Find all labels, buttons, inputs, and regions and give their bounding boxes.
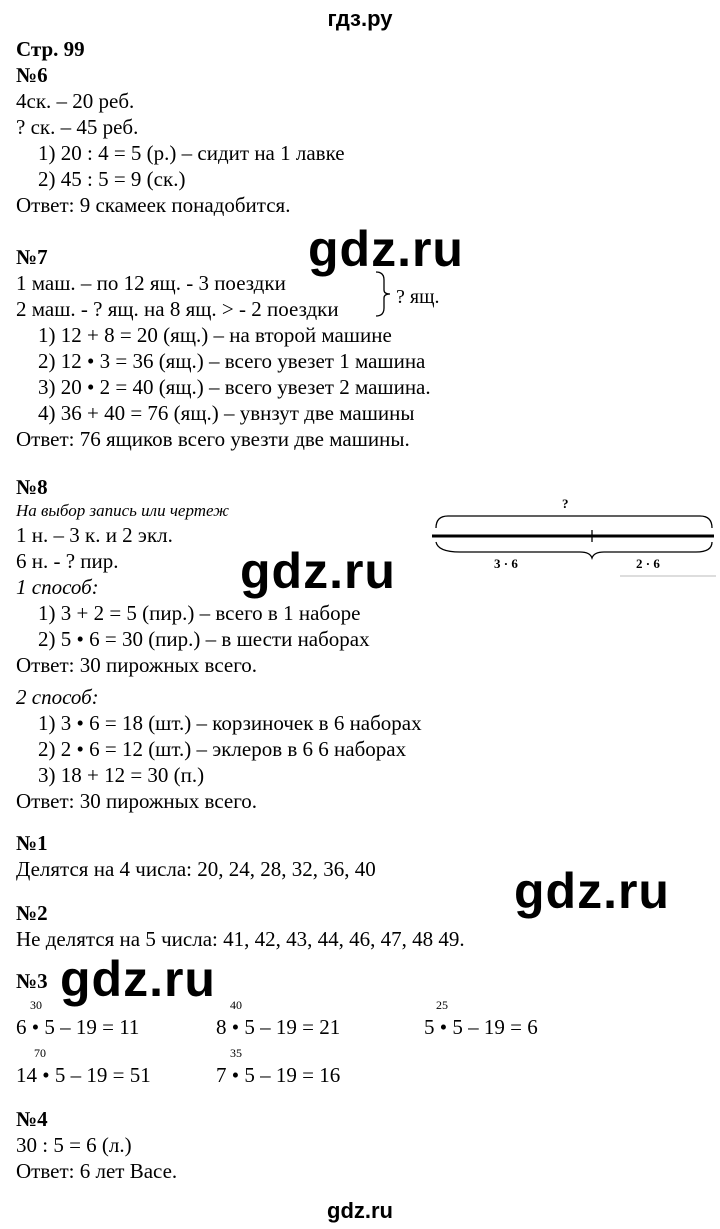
task-7-title: №7 xyxy=(16,245,48,269)
task-8-answer: Ответ: 30 пирожных всего. xyxy=(16,789,258,813)
equation-hint: 35 xyxy=(230,1046,242,1060)
task-8-step: 2) 2 • 6 = 12 (шт.) – эклеров в 6 6 наборах xyxy=(38,737,407,761)
site-header: гдз.ру xyxy=(327,6,393,31)
task-1-title: №1 xyxy=(16,831,48,855)
task-7-step: 1) 12 + 8 = 20 (ящ.) – на второй машине xyxy=(38,323,392,347)
task-6-line: 4ск. – 20 реб. xyxy=(16,89,135,113)
task-8-cond: 1 н. – 3 к. и 2 экл. xyxy=(16,523,173,547)
task-7-cond: 1 маш. – по 12 ящ. - 3 поездки xyxy=(16,271,286,295)
task-8-way2: 2 способ: xyxy=(16,685,99,709)
task-4-title: №4 xyxy=(16,1107,48,1131)
task-8-cond: 6 н. - ? пир. xyxy=(16,549,119,573)
watermark: gdz.ru xyxy=(308,221,464,277)
task-3-title: №3 xyxy=(16,969,48,993)
task-8-step: 2) 5 • 6 = 30 (пир.) – в шести наборах xyxy=(38,627,370,651)
watermark: gdz.ru xyxy=(60,951,216,1007)
task-2-text: Не делятся на 5 числа: 41, 42, 43, 44, 46, 47, 48 49. xyxy=(16,927,465,951)
equation-hint: 25 xyxy=(436,998,448,1012)
equation: 6 • 5 – 19 = 11 xyxy=(16,1015,140,1039)
diagram-right-label: 2 · 6 xyxy=(636,556,660,571)
task-8-step: 3) 18 + 12 = 30 (п.) xyxy=(38,763,205,787)
task-1-text: Делятся на 4 числа: 20, 24, 28, 32, 36, 40 xyxy=(16,857,376,881)
task-7-cond: 2 маш. - ? ящ. на 8 ящ. > - 2 поездки xyxy=(16,297,339,321)
task-8-note: На выбор запись или чертеж xyxy=(16,501,229,520)
segment-diagram xyxy=(430,494,716,578)
equation: 8 • 5 – 19 = 21 xyxy=(216,1015,341,1039)
watermark: gdz.ru xyxy=(240,543,396,599)
equation: 7 • 5 – 19 = 16 xyxy=(216,1063,341,1087)
diagram-total-label: ? xyxy=(562,496,569,511)
task-8-step: 1) 3 • 6 = 18 (шт.) – корзиночек в 6 наборах xyxy=(38,711,422,735)
site-footer: gdz.ru xyxy=(327,1198,393,1223)
task-6-title: №6 xyxy=(16,63,48,87)
task-8-way1: 1 способ: xyxy=(16,575,99,599)
equation: 14 • 5 – 19 = 51 xyxy=(16,1063,151,1087)
task-7-step: 2) 12 • 3 = 36 (ящ.) – всего увезет 1 машина xyxy=(38,349,426,373)
task-2-title: №2 xyxy=(16,901,48,925)
watermark: gdz.ru xyxy=(514,863,670,919)
task-6-answer: Ответ: 9 скамеек понадобится. xyxy=(16,193,291,217)
task-8-answer: Ответ: 30 пирожных всего. xyxy=(16,653,258,677)
equation-hint: 30 xyxy=(30,998,42,1012)
task-8-step: 1) 3 + 2 = 5 (пир.) – всего в 1 наборе xyxy=(38,601,361,625)
diagram-lines xyxy=(430,494,716,578)
brace-icon xyxy=(374,270,394,318)
task-8-title: №8 xyxy=(16,475,48,499)
equation-hint: 40 xyxy=(230,998,242,1012)
task-7-step: 4) 36 + 40 = 76 (ящ.) – увнзут две машины xyxy=(38,401,415,425)
page-header: Стр. 99 xyxy=(16,37,85,61)
brace-question: ? ящ. xyxy=(396,286,440,308)
task-7-answer: Ответ: 76 ящиков всего увезти две машины. xyxy=(16,427,410,451)
equation-hint: 70 xyxy=(34,1046,46,1060)
task-6-step: 2) 45 : 5 = 9 (ск.) xyxy=(38,167,186,191)
task-6-step: 1) 20 : 4 = 5 (р.) – сидит на 1 лавке xyxy=(38,141,345,165)
task-4-eq: 30 : 5 = 6 (л.) xyxy=(16,1133,132,1157)
task-7-step: 3) 20 • 2 = 40 (ящ.) – всего увезет 2 машина. xyxy=(38,375,431,399)
equation: 5 • 5 – 19 = 6 xyxy=(424,1015,538,1039)
task-4-answer: Ответ: 6 лет Васе. xyxy=(16,1159,178,1183)
diagram-left-label: 3 · 6 xyxy=(494,556,518,571)
task-6-line: ? ск. – 45 реб. xyxy=(16,115,139,139)
